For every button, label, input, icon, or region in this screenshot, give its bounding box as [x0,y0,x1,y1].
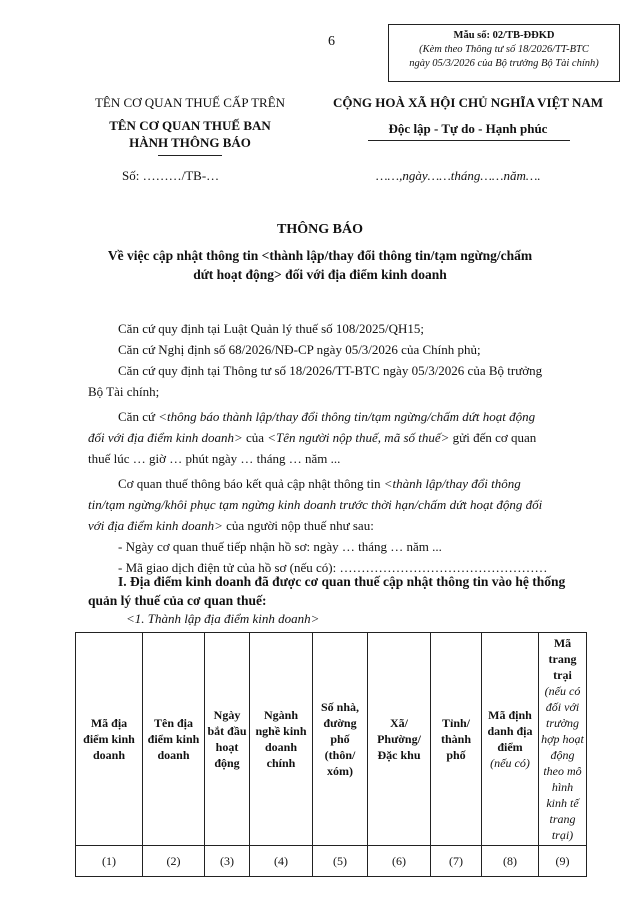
location-id-note: (nếu có) [490,756,530,770]
col-number: (1) [76,846,143,877]
col-number: (4) [250,846,313,877]
col-number: (8) [482,846,539,877]
col-header-start-date: Ngày bắt đầu hoạt động [205,633,250,846]
form-code: Mẫu số: 02/TB-ĐĐKD [453,30,555,41]
form-note-1: (Kèm theo Thông tư số 18/2026/TT-BTC [419,44,589,55]
col-number: (6) [368,846,431,877]
result-it1: <thành lập/thay đổi thông [383,476,521,491]
basis-notice-post: gửi đến cơ quan [449,430,537,445]
table-number-row [76,846,587,877]
basis-circular-1: Căn cứ quy định tại Thông tư số 18/2026/TT-BTC ngày 05/3/2026 của Bộ trưởng [118,363,543,378]
form-code-box [388,24,620,82]
nation-title: CỘNG HOÀ XÃ HỘI CHỦ NGHĨA VIỆT NAM [332,95,604,110]
col-header-location-code: Mã địa điểm kinh doanh [76,633,143,846]
basis-decree: Căn cứ Nghị định số 68/2026/NĐ-CP ngày 05/3/2026 của Chính phủ; [118,342,481,357]
superior-agency: TÊN CƠ QUAN THUẾ CẤP TRÊN [94,95,286,110]
result-post: của người nộp thuế như sau: [222,518,374,533]
basis-law: Căn cứ quy định tại Luật Quản lý thuế số 108/2025/QH15; [118,321,425,336]
basis-notice-3: thuế lúc … giờ … phút ngày … tháng … năm ... [88,451,341,466]
basis-notice-mid: của [242,430,268,445]
result-para-1 [88,473,588,494]
farm-code-note: (nếu có đối với trường hợp hoạt động theo mô hình kinh tế trang trại) [541,684,584,842]
result-para-2: tin/tạm ngừng/khôi phục tạm ngừng kinh doanh trước thời hạn/chấm dứt hoạt động đối [88,497,543,512]
result-it3: với địa điểm kinh doanh> [88,518,223,533]
received-date: - Ngày cơ quan thuế tiếp nhận hồ sơ: ngày … tháng … năm ... [118,539,442,554]
farm-code-label: Mã trang trại [548,636,577,682]
transaction-code: - Mã giao dịch điện tử của hồ sơ (nếu có): ………………………………………… [118,560,548,575]
basis-notice-it2: đối với địa điểm kinh doanh> [88,430,243,445]
col-number: (2) [143,846,205,877]
col-header-main-business: Ngành nghề kinh doanh chính [250,633,313,846]
col-header-farm-code [539,633,587,846]
page-number: 6 [328,34,335,49]
location-id-label: Mã định danh địa điểm [487,708,533,754]
issuing-agency-line2: HÀNH THÔNG BÁO [129,135,251,150]
basis-circular-2: Bộ Tài chính; [88,384,160,399]
result-pre: Cơ quan thuế thông báo kết quả cập nhật thông tin [118,476,384,491]
location-table [75,632,587,877]
basis-notice-2 [88,427,588,448]
col-header-location-name: Tên địa điểm kinh doanh [143,633,205,846]
col-number: (7) [431,846,482,877]
col-header-street-address: Số nhà, đường phố (thôn/ xóm) [313,633,368,846]
col-number: (3) [205,846,250,877]
subtitle-line1: Về việc cập nhật thông tin <thành lập/thay đổi thông tin/tạm ngừng/chấm [107,248,533,263]
basis-notice-it1: <thông báo thành lập/thay đổi thông tin/tạm ngừng/chấm dứt hoạt động [158,409,536,424]
doc-number: Số: ………/TB-… [122,168,220,183]
motto-underline [368,140,570,141]
form-note-2: ngày 05/3/2026 của Bộ trưởng Bộ Tài chính) [409,58,599,69]
subtitle-line2: dứt hoạt động> đối với địa điểm kinh doanh [193,267,447,282]
section-1-line1: I. Địa điểm kinh doanh đã được cơ quan thuế cập nhật thông tin vào hệ thống [118,574,566,589]
issuing-agency [60,117,320,151]
issue-date: ……,ngày……tháng……năm…. [376,168,541,183]
subsection-title: <1. Thành lập địa điểm kinh doanh> [126,611,320,626]
result-para-3 [88,515,588,536]
table-header-row [76,633,587,846]
col-header-location-id [482,633,539,846]
section-1-heading [88,572,598,610]
basis-notice-it3: <Tên người nộp thuế, mã số thuế> [267,430,450,445]
basis-notice [88,406,588,427]
doc-subtitle [0,246,640,284]
col-header-ward: Xã/ Phường/ Đặc khu [368,633,431,846]
issuer-underline [158,155,222,156]
col-header-province: Tỉnh/ thành phố [431,633,482,846]
doc-title: THÔNG BÁO [277,222,363,237]
section-1-line2: quản lý thuế của cơ quan thuế: [88,593,267,608]
basis-notice-pre: Căn cứ [118,409,159,424]
col-number: (9) [539,846,587,877]
motto: Độc lập - Tự do - Hạnh phúc [388,121,548,136]
body [88,318,588,578]
col-number: (5) [313,846,368,877]
issuing-agency-line1: TÊN CƠ QUAN THUẾ BAN [109,118,271,133]
